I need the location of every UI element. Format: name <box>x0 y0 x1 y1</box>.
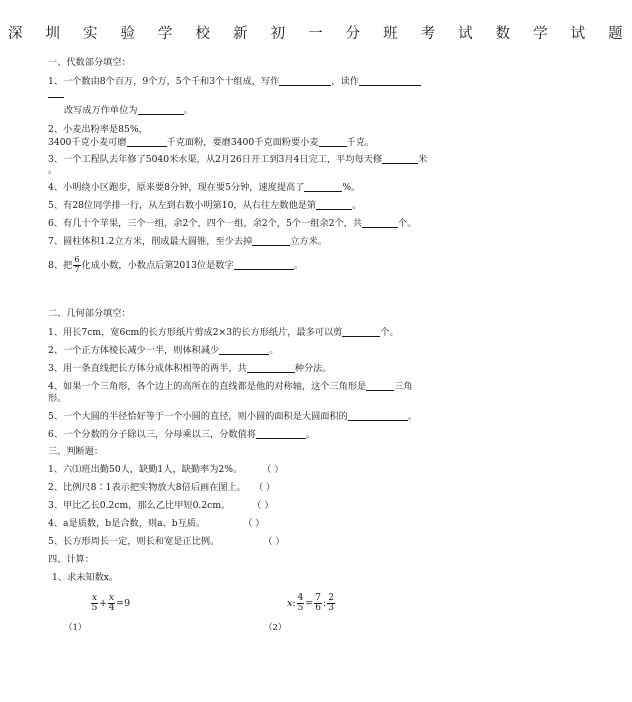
answer-blank[interactable] <box>127 136 167 147</box>
equation-2-label: （2） <box>264 623 287 633</box>
question-text: 三角 <box>394 381 413 392</box>
page-title: 深 圳 实 验 学 校 新 初 一 分 班 考 试 数 学 试 题 <box>8 26 632 42</box>
answer-paren[interactable]: （ ） <box>263 536 285 547</box>
judgement-2-line <box>48 482 275 494</box>
question-text: 1、一个数由8个百万，9个万，5个千和3个十组成，写作 <box>48 76 280 87</box>
question-text: 个。 <box>398 218 417 229</box>
question-text: 5、有28位同学排一行，从左到右数小明第10，从右往左数他是第 <box>48 200 317 211</box>
question-text: 千克。 <box>346 137 375 148</box>
answer-blank[interactable] <box>48 87 64 98</box>
answer-blank[interactable] <box>234 259 294 270</box>
answer-paren[interactable]: （ ） <box>252 500 274 511</box>
question-6-line <box>48 217 416 230</box>
question-text: 个。 <box>380 327 399 338</box>
answer-blank[interactable] <box>252 235 290 246</box>
question-text: 千克面粉，要磨3400千克面粉要小麦 <box>166 137 319 148</box>
section-heading-calculation: 四、计算： <box>48 554 94 565</box>
calculation-1-heading: 1、求未知数x。 <box>52 572 119 583</box>
question-text: 3、一个工程队去年修了5040米水渠，从2月26日开工到3月4日完工，平均每天修 <box>48 154 383 165</box>
answer-paren[interactable]: （ ） <box>243 518 265 529</box>
geometry-2-line <box>48 344 278 357</box>
question-text: 。 <box>407 411 418 422</box>
answer-paren[interactable]: （ ） <box>262 464 284 475</box>
equation-1-label: （1） <box>64 623 87 633</box>
question-text: ，读作 <box>331 76 359 87</box>
answer-blank[interactable] <box>342 326 380 337</box>
question-text: 4、小明绕小区跑步，原来要8分钟，现在要5分钟，速度提高了 <box>48 182 305 193</box>
question-text: 3、用一条直线把长方体分成体积相等的两半，共 <box>48 363 247 374</box>
judgement-3-line <box>48 500 274 512</box>
answer-blank[interactable] <box>279 75 331 86</box>
question-7-line <box>48 235 327 248</box>
question-text: 7、圆柱体积1.2立方米，削成最大圆锥，至少去掉 <box>48 236 253 247</box>
fraction: $\frac{x}{4}$ <box>108 593 115 613</box>
question-3-line <box>48 153 427 166</box>
question-text: 种分法。 <box>294 363 332 374</box>
question-text: 8、把 <box>48 260 73 271</box>
fraction: $\frac{4}{5}$ <box>297 593 304 613</box>
judgement-5-line <box>48 536 285 548</box>
question-3-cont: 。 <box>48 165 58 176</box>
question-text: 米 <box>418 154 428 165</box>
question-text: 。 <box>352 200 362 211</box>
equation-2: x: $\frac{4}{5}$ = $\frac{7}{6}$ : $\frac{2}{3}$ <box>287 593 334 613</box>
answer-blank[interactable] <box>382 153 418 164</box>
geometry-3-line <box>48 362 332 375</box>
question-text: 2、一个正方体棱长减少一半，则体积减少 <box>48 345 220 356</box>
question-text: %。 <box>342 182 361 193</box>
question-text: 化成小数，小数点后第2013位是数字 <box>81 260 234 271</box>
judgement-4-line <box>48 518 264 530</box>
section-heading-judgement: 三、判断题： <box>48 446 104 457</box>
fraction: $\frac{7}{6}$ <box>315 593 321 613</box>
question-text: 改写成万作单位为 <box>64 105 138 116</box>
answer-blank[interactable] <box>138 104 184 115</box>
geometry-1-line <box>48 326 399 339</box>
question-5-line <box>48 199 361 212</box>
section-heading-geometry: 二、几何部分填空： <box>48 308 131 319</box>
question-text: 。 <box>293 260 303 271</box>
answer-blank[interactable] <box>304 181 342 192</box>
question-1-line <box>48 75 421 88</box>
question-text: 6、有几十个苹果，三个一组，余2个，四个一组，余2个，5个一组余2个，共 <box>48 218 363 229</box>
geometry-4-cont: 形。 <box>48 393 67 404</box>
answer-blank[interactable] <box>362 217 398 228</box>
question-text: 3400千克小麦可磨 <box>48 137 127 148</box>
question-text: 立方米。 <box>290 236 327 247</box>
geometry-5-line <box>48 410 417 423</box>
answer-blank[interactable] <box>319 136 347 147</box>
answer-blank[interactable] <box>316 199 352 210</box>
question-2-line: 2、小麦出粉率是85%， <box>48 124 148 135</box>
question-text: 2、比例尺8∶1表示把实物放大8倍后画在图上。 <box>48 482 246 493</box>
equation-1: $\frac{x}{5}$ + $\frac{x}{4}$ =9 <box>91 593 131 613</box>
answer-blank[interactable] <box>348 410 408 421</box>
question-text: 4、如果一个三角形，各个边上的高所在的直线都是他的对称轴，这个三角形是 <box>48 381 367 392</box>
answer-paren[interactable]: （ ） <box>253 482 276 493</box>
answer-blank[interactable] <box>359 75 421 86</box>
question-text: 1、用长7cm，宽6cm的长方形纸片剪成2×3的长方形纸片，最多可以剪 <box>48 327 343 338</box>
question-text: 。 <box>269 345 279 356</box>
question-text: 1、六⑴班出勤50人，缺勤1人，缺勤率为2%。 <box>48 464 243 475</box>
geometry-4-line <box>48 380 413 393</box>
answer-blank[interactable] <box>256 428 306 439</box>
section-heading-algebra: 一、代数部分填空： <box>48 57 131 68</box>
question-text: 。 <box>305 429 316 440</box>
question-text: 3、甲比乙长0.2cm，那么乙比甲短0.2cm。 <box>48 500 231 511</box>
geometry-6-line <box>48 428 315 441</box>
fraction: $\frac{6}{7}$ <box>74 255 80 275</box>
judgement-1-line <box>48 464 283 476</box>
answer-blank[interactable] <box>219 344 269 355</box>
question-text: 5、一个大圆的半径恰好等于一个小圆的直径，则小圆的面积是大圆面积的 <box>48 411 348 422</box>
question-1-cont <box>48 87 64 100</box>
fraction: $\frac{x}{5}$ <box>91 593 98 613</box>
question-text: 6、一个分数的分子除以三，分母乘以三，分数值将 <box>48 429 256 440</box>
answer-blank[interactable] <box>247 362 295 373</box>
question-2-line-2 <box>48 136 374 149</box>
question-4-line <box>48 181 360 194</box>
question-1-line-2: 改写成万作单位为 。 <box>64 105 193 116</box>
question-text: 4、a是质数，b是合数，则a、b互质。 <box>48 518 206 529</box>
question-text: 5、长方形周长一定，则长和宽是正比例。 <box>48 536 220 547</box>
answer-blank[interactable] <box>366 380 394 391</box>
fraction: $\frac{2}{3}$ <box>328 593 334 613</box>
question-8-line <box>48 256 303 275</box>
